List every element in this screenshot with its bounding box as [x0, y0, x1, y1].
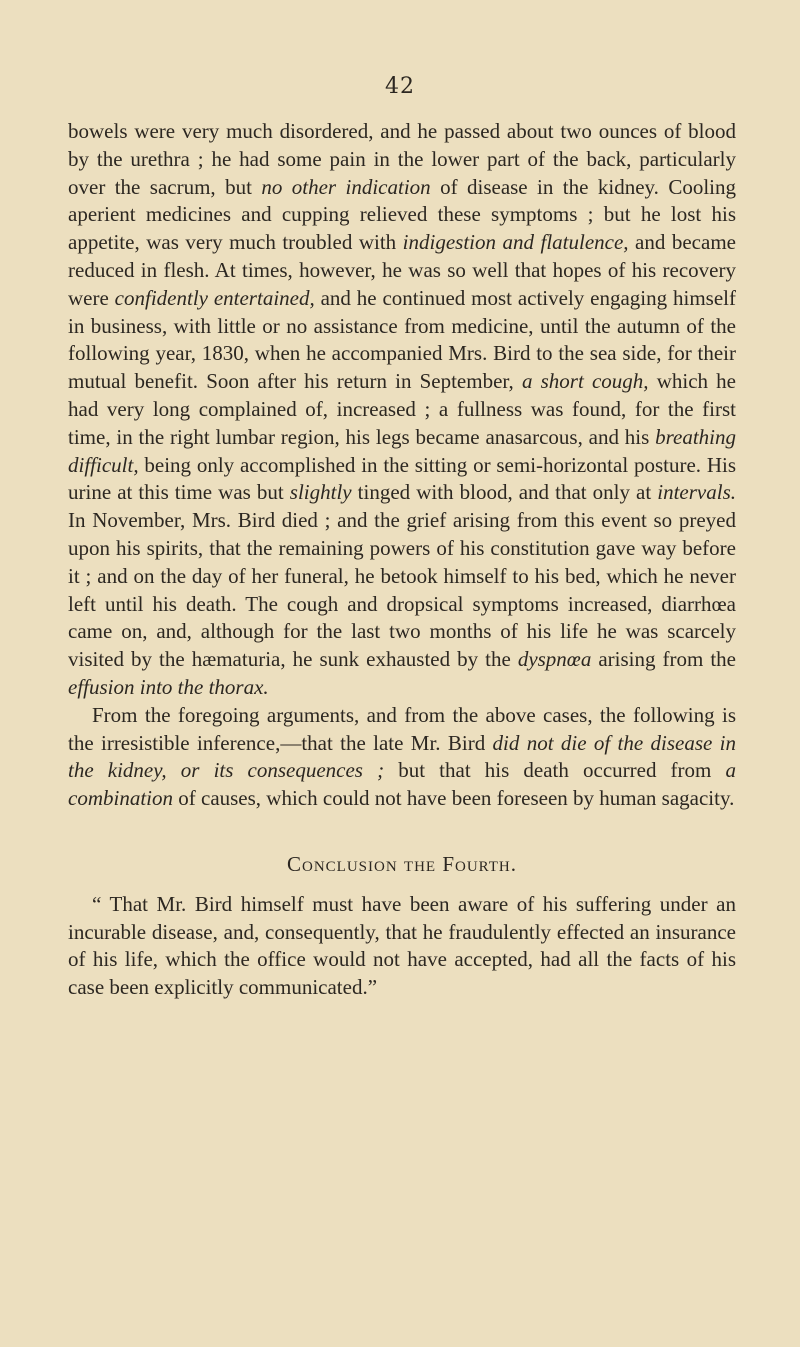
- italic-run: no other indication: [261, 174, 431, 199]
- text-run: tinged with blood, and that only at: [351, 480, 658, 505]
- text-run: bowels were very much disordered, and he passed about two ounces of blood by the urethra ; he had some pain in the lower part of the back, particularly over the sacrum, but: [68, 119, 736, 199]
- italic-run: confidently entertained,: [114, 285, 315, 310]
- text-run: and he continued most actively engaging himself in business, with little or no assistance from medicine, until the autumn of the following year, 1830, when he accompanied Mrs. Bird to the sea side, for their mutual benefit. Soon after his return in September,: [68, 285, 736, 394]
- text-run: arising from the: [591, 647, 736, 672]
- text-run: being only accomplished in the sitting or semi-horizontal posture. His urine at this time was but: [68, 452, 736, 505]
- italic-run: indigestion and flatulence,: [402, 230, 629, 255]
- italic-run: a combination: [68, 758, 736, 811]
- italic-run: did not die of the disease in the kidney, or its consequences ;: [68, 730, 736, 783]
- text-run: and became reduced in flesh. At times, however, he was so well that hopes of his recovery were: [68, 230, 736, 310]
- italic-run: effusion into the thorax.: [68, 674, 269, 699]
- text-run: which he had very long complained of, increased ; a fullness was found, for the first time, in the right lumbar region, his legs became anasarcous, and his: [68, 369, 736, 449]
- section-heading: Conclusion the Fourth.: [286, 851, 518, 876]
- italic-run: slightly: [289, 480, 352, 505]
- italic-run: breathing difficult,: [68, 424, 736, 477]
- text-run: In November, Mrs. Bird died ; and the grief arising from this event so preyed upon his spirits, that the remaining powers of his constitution gave way before it ; and on the day of her funeral, he betook himself to his bed, which he never left until his death. The cough and dropsical symptoms increased, diarrhœa came on, and, although for the last two months of his life he was scarcely visited by the hæmaturia, he sunk exhausted by the: [68, 508, 736, 672]
- italic-run: a short cough,: [521, 369, 649, 394]
- paragraph-2: [68, 702, 736, 813]
- italic-run: intervals.: [657, 480, 736, 505]
- paragraph-1: [68, 118, 736, 702]
- text-run: of disease in the kidney. Cooling aperient medicines and cupping relieved these symptoms ; but he lost his appetite, was very much troubled with: [68, 174, 736, 255]
- body-text: [68, 118, 736, 1002]
- text-run: From the foregoing arguments, and from the above cases, the following is the irresistible inference,—that the late Mr. Bird: [68, 702, 736, 755]
- text-run: but that his death occurred from: [384, 758, 726, 783]
- page-number: 42: [385, 74, 415, 99]
- text-run: of causes, which could not have been foreseen by human sagacity.: [173, 786, 735, 811]
- quote-paragraph: “ That Mr. Bird himself must have been aware of his suffering under an incurable disease, and, consequently, that he fraudulently effected an insurance of his life, which the office would not have accepted, had all the facts of his case been explicitly communicated.”: [68, 891, 736, 1000]
- italic-run: dyspnœa: [517, 647, 592, 672]
